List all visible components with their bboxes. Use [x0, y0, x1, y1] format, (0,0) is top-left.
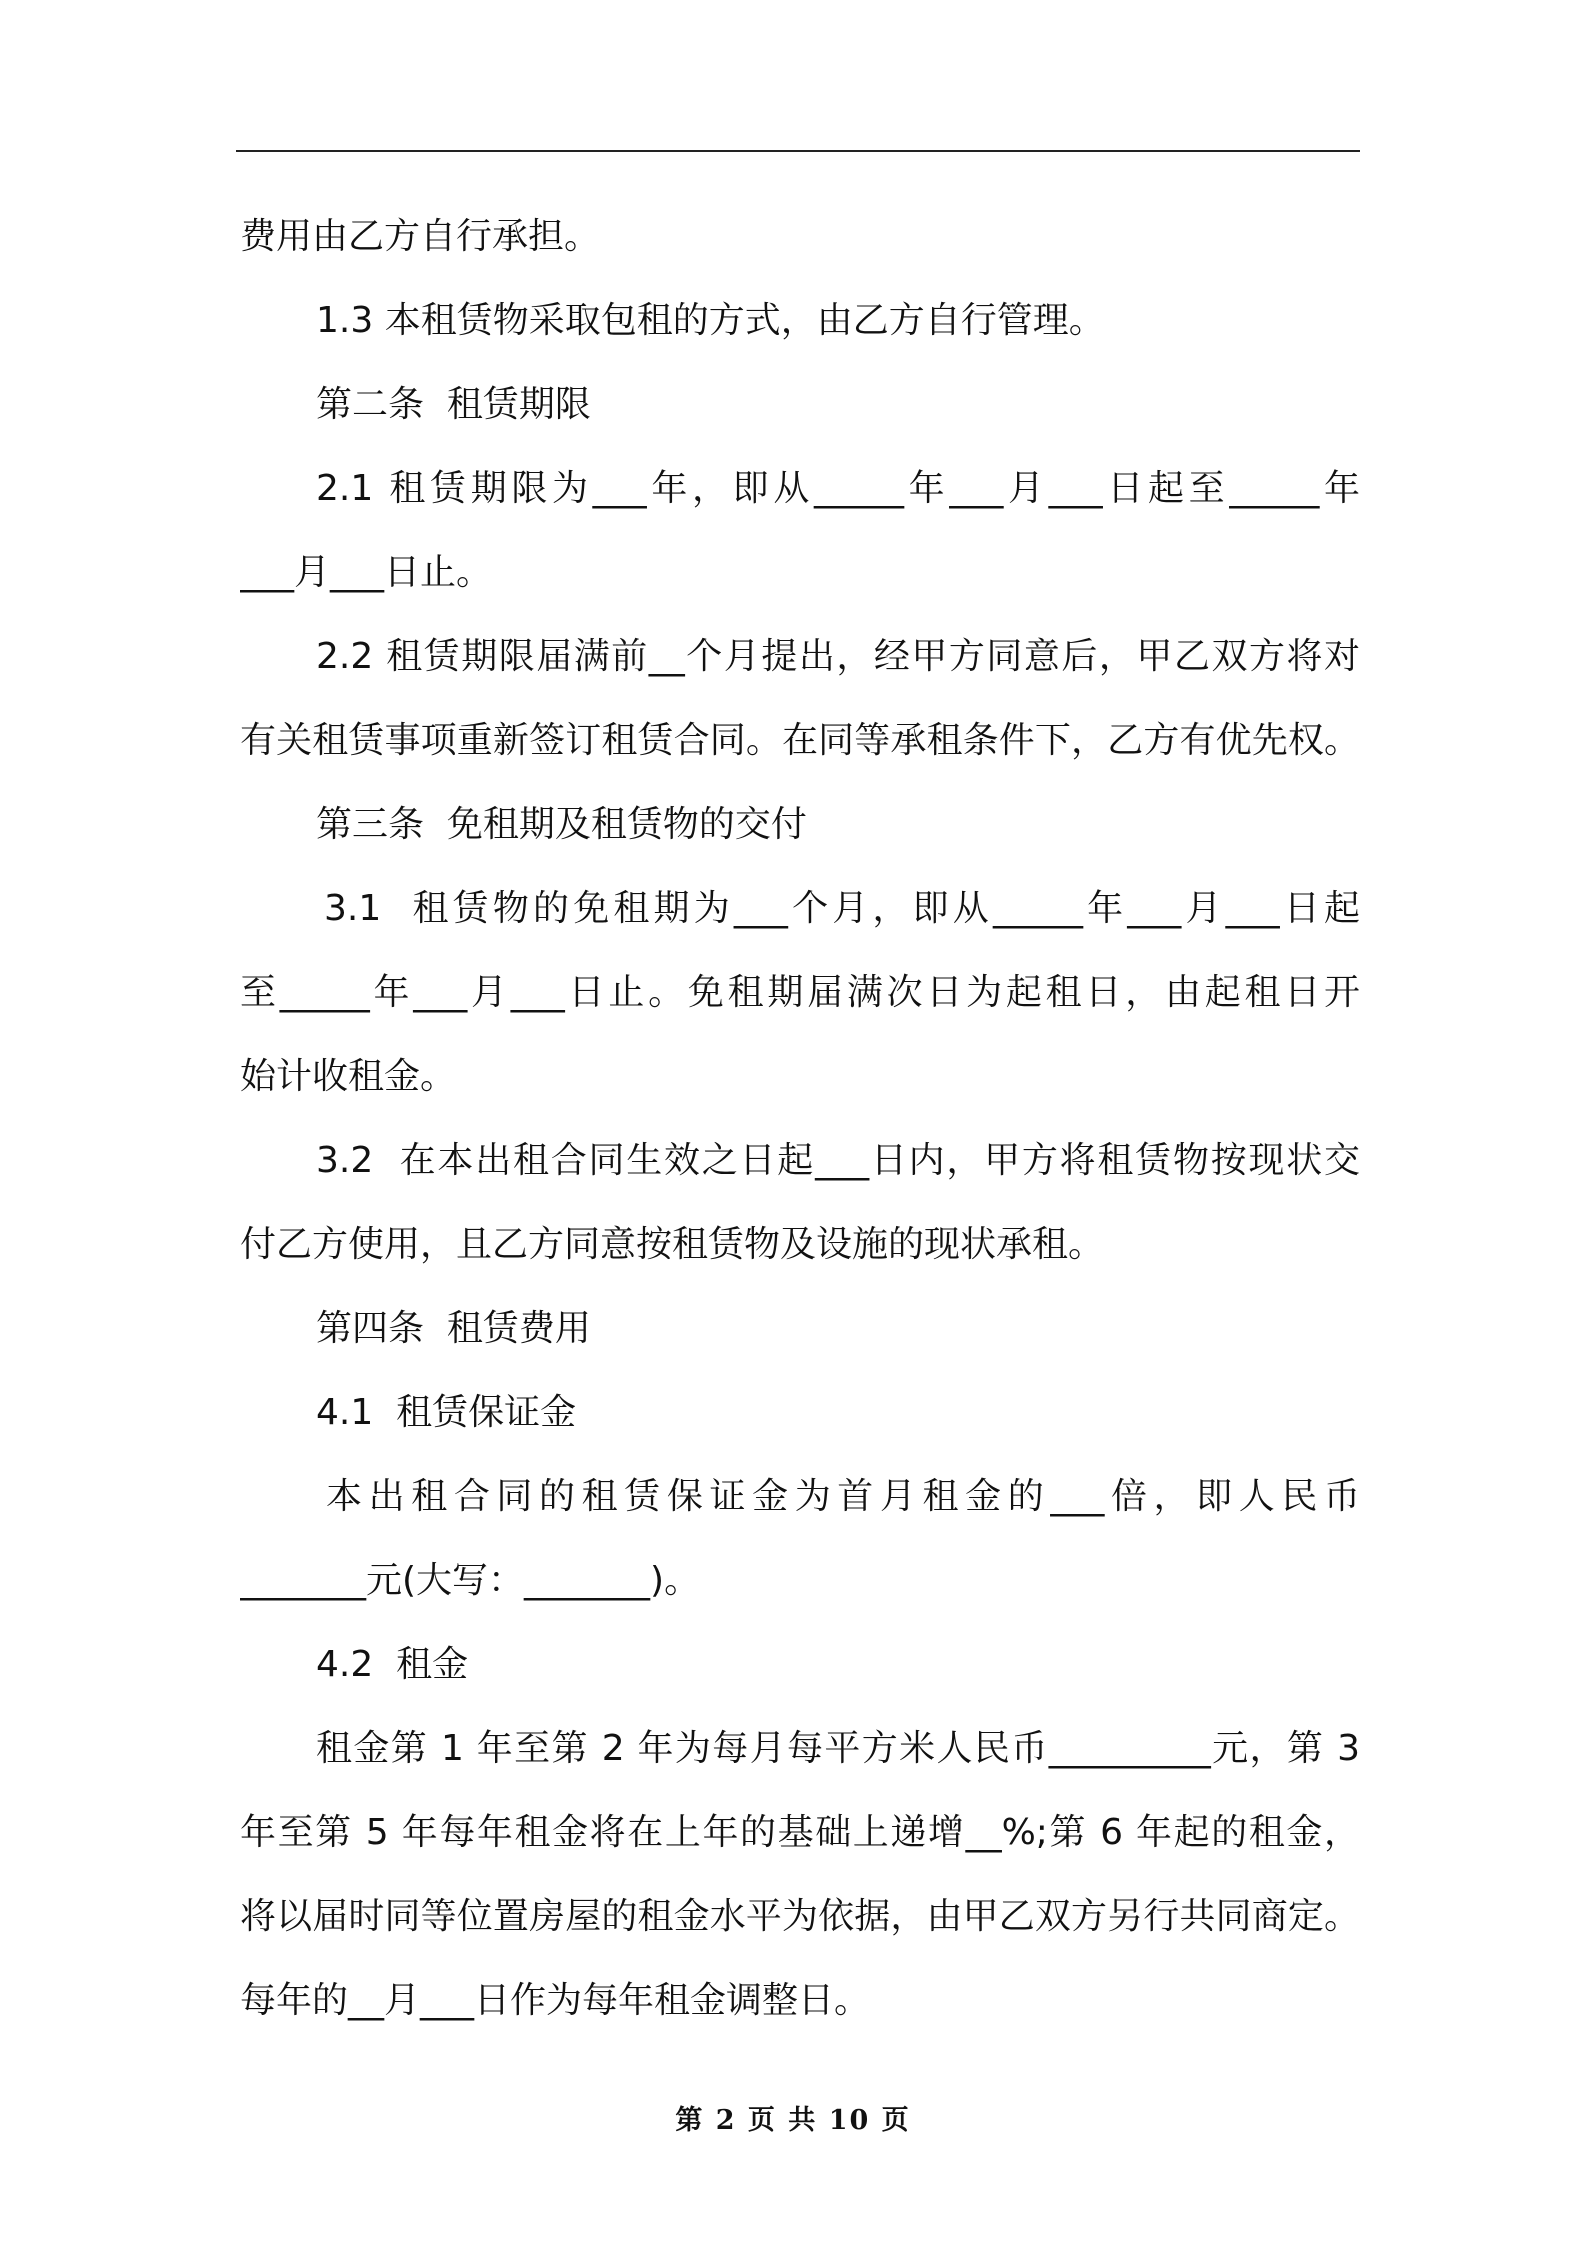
paragraph-line: 将以届时同等位置房屋的租金水平为依据，由甲乙双方另行共同商定。 — [240, 1896, 1360, 1937]
paragraph-line: 每年的__月___日作为每年租金调整日。 — [240, 1980, 871, 2021]
rent-paragraph: 租金第 1 年至第 2 年为每月每平方米人民币_________元，第 3 — [316, 1728, 1360, 1769]
paragraph-line: 年至第 5 年每年租金将在上年的基础上递增__%;第 6 年起的租金， — [240, 1812, 1360, 1853]
article-4-heading: 第四条 租赁费用 — [316, 1308, 591, 1349]
paragraph-line: 至_____年___月___日止。免租期届满次日为起租日，由起租日开 — [240, 972, 1360, 1013]
paragraph-line: _______元(大写：_______)。 — [240, 1560, 701, 1601]
paragraph-line: 付乙方使用，且乙方同意按租赁物及设施的现状承租。 — [240, 1224, 1105, 1265]
document-body — [240, 195, 1360, 2043]
clause-1-3: 1.3 本租赁物采取包租的方式，由乙方自行管理。 — [316, 300, 1105, 341]
header-rule — [236, 150, 1360, 152]
clause-2-2: 2.2 租赁期限届满前__个月提出，经甲方同意后，甲乙双方将对 — [316, 636, 1360, 677]
clause-4-1-heading: 4.1 租赁保证金 — [316, 1392, 577, 1433]
article-3-heading: 第三条 免租期及租赁物的交付 — [316, 804, 807, 845]
article-2-heading: 第二条 租赁期限 — [316, 384, 591, 425]
paragraph-line: 费用由乙方自行承担。 — [240, 216, 601, 257]
clause-2-1: 2.1 租赁期限为___年，即从_____年___月___日起至_____年 — [316, 468, 1360, 509]
paragraph-line: ___月___日止。 — [240, 552, 493, 593]
paragraph-line: 始计收租金。 — [240, 1056, 457, 1097]
clause-4-2-heading: 4.2 租金 — [316, 1644, 469, 1685]
deposit-paragraph: 本出租合同的租赁保证金为首月租金的___倍，即人民币 — [326, 1476, 1360, 1517]
clause-3-2: 3.2 在本出租合同生效之日起___日内，甲方将租赁物按现状交 — [316, 1140, 1360, 1181]
clause-3-1: 3.1 租赁物的免租期为___个月，即从_____年___月___日起 — [324, 888, 1360, 929]
paragraph-line: 有关租赁事项重新签订租赁合同。在同等承租条件下，乙方有优先权。 — [240, 720, 1360, 761]
page-number-footer: 第 2 页 共 10 页 — [675, 2105, 911, 2136]
